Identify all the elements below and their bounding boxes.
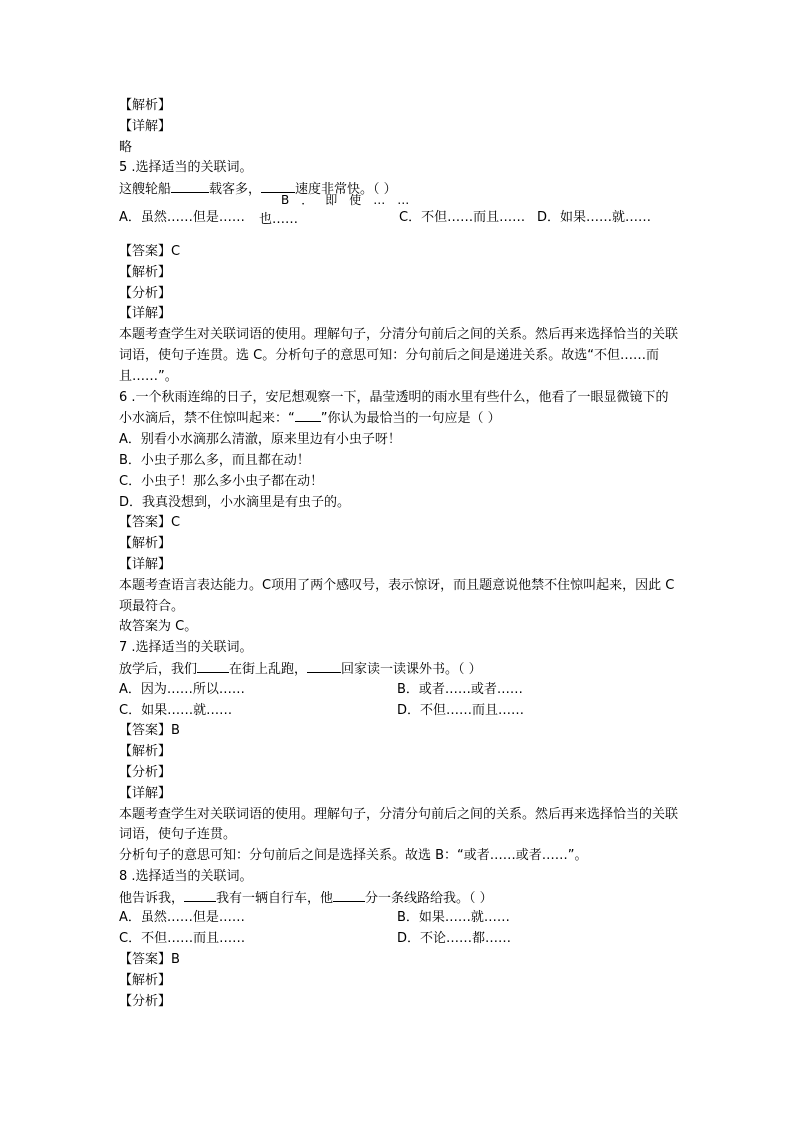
section-label-xiangjie: 【详解】 (119, 556, 172, 572)
question-5-stem: 这艘轮船 载客多， 速度非常快。（ ） (119, 179, 679, 200)
question-7-stem: 放学后，我们 在街上乱跑， 回家读一读课外书。（ ） (119, 659, 679, 680)
answer-blank (171, 179, 209, 193)
section-label-jiexi: 【解析】 (119, 264, 172, 280)
document-page (119, 96, 679, 1012)
section-label-fenxi: 【分析】 (119, 993, 172, 1009)
answer-blank (307, 659, 341, 673)
option-c: C．不但……而且…… (399, 209, 526, 225)
question-8-options-row2 (119, 929, 679, 950)
answer-label: 【答案】C (119, 243, 181, 259)
question-7-options-row2 (119, 701, 679, 722)
option-d: D．不但……而且…… (397, 702, 525, 718)
option-d: D．不论……都…… (397, 931, 512, 947)
option-b: B．小虫子那么多，而且都在动！ (119, 452, 310, 468)
section-label-jiexi: 【解析】 (119, 536, 172, 552)
explanation-text-2: 分析句子的意思可知：分句前后之间是选择关系。故选 B：“或者……或者……”。 (119, 848, 588, 864)
explanation-text: 本题考查学生对关联词语的使用。理解句子，分清分句前后之间的关系。然后再来选择恰当的关联词语，使句子连贯。 (119, 806, 679, 843)
section-label-fenxi: 【分析】 (119, 285, 172, 301)
question-6-title: 6 .一个秋雨连绵的日子，安尼想观察一下，晶莹透明的雨水里有些什么，他看了一眼显微镜下的小水滴后，禁不住惊叫起来：“ ”你认为最恰当的一句应是（ ） (119, 389, 669, 427)
question-5-title: 5 .选择适当的关联词。 (119, 160, 253, 176)
option-a: A．因为……所以…… (119, 681, 245, 697)
option-c: C．小虫子！那么多小虫子都在动！ (119, 473, 324, 489)
answer-label: 【答案】B (119, 952, 180, 968)
section-label-jiexi: 【解析】 (119, 972, 172, 988)
question-8-options-row1 (119, 908, 679, 929)
answer-blank (184, 888, 216, 902)
section-label-xiangjie: 【详解】 (119, 306, 172, 322)
question-8-stem: 他告诉我， 我有一辆自行车，他 分一条线路给我。（ ） (119, 888, 679, 909)
answer-blank (295, 408, 321, 422)
option-a: A．虽然……但是…… (119, 910, 245, 926)
option-d: D．我真没想到，小水滴里是有虫子的。 (119, 494, 351, 510)
option-b: B．如果……就…… (397, 910, 510, 926)
option-b: B．或者……或者…… (397, 681, 523, 697)
answer-blank (333, 888, 365, 902)
question-7-title: 7 .选择适当的关联词。 (119, 640, 253, 656)
question-7-options-row1 (119, 680, 679, 701)
conclusion-text: 故答案为 C。 (119, 619, 198, 635)
answer-label: 【答案】C (119, 515, 181, 531)
question-8-title: 8 .选择适当的关联词。 (119, 868, 253, 884)
option-d: D．如果……就…… (537, 209, 652, 225)
section-label-xiangjie: 【详解】 (119, 118, 172, 134)
explanation-text: 本题考查学生对关联词语的使用。理解句子，分清分句前后之间的关系。然后再来选择恰当的关联词语，使句子连贯。选 C。分析句子的意思可知：分句前后之间是递进关系。故选“不但……而且……”。 (119, 327, 679, 384)
answer-label: 【答案】B (119, 723, 180, 739)
answer-blank (197, 659, 229, 673)
section-label-jiexi: 【解析】 (119, 98, 172, 113)
section-label-fenxi: 【分析】 (119, 764, 172, 780)
option-a: A．别看小水滴那么清澈，原来里边有小虫子呀！ (119, 432, 401, 448)
option-c: C．如果……就…… (119, 702, 233, 718)
option-a: A．虽然……但是…… (119, 209, 245, 225)
explanation-text: 本题考查语言表达能力。C项用了两个感叹号，表示惊讶，而且题意说他禁不住惊叫起来，因此 C项最符合。 (119, 577, 675, 614)
omitted-text: 略 (119, 139, 133, 155)
option-b: B．即使…… 也…… (259, 192, 422, 227)
question-5-options (119, 192, 679, 242)
section-label-jiexi: 【解析】 (119, 744, 172, 760)
section-label-xiangjie: 【详解】 (119, 785, 172, 801)
option-c: C．不但……而且…… (119, 931, 246, 947)
